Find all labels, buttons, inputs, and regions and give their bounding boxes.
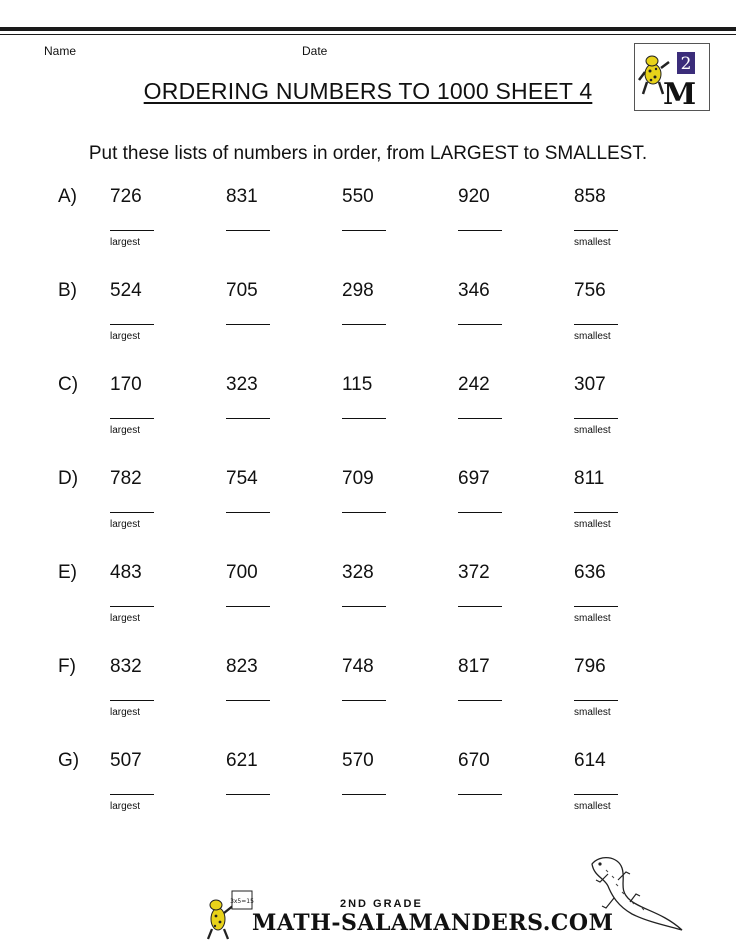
- number-value: 782: [110, 468, 142, 489]
- answer-blank[interactable]: [458, 606, 502, 607]
- number-value: 831: [226, 186, 258, 207]
- answer-blank[interactable]: [342, 700, 386, 701]
- answer-blank[interactable]: [110, 324, 154, 325]
- answer-blank[interactable]: [110, 794, 154, 795]
- number-value: 621: [226, 750, 258, 771]
- smallest-hint: smallest: [574, 519, 611, 530]
- answer-blank[interactable]: [458, 512, 502, 513]
- problem-label: E): [58, 562, 77, 583]
- number-value: 754: [226, 468, 258, 489]
- date-label: Date: [302, 44, 328, 58]
- answer-blank[interactable]: [574, 230, 618, 231]
- smallest-hint: smallest: [574, 425, 611, 436]
- smallest-hint: smallest: [574, 237, 611, 248]
- problem-row: [0, 656, 736, 750]
- number-value: 756: [574, 280, 606, 301]
- answer-blank[interactable]: [458, 700, 502, 701]
- answer-blank[interactable]: [110, 700, 154, 701]
- answer-blank[interactable]: [110, 512, 154, 513]
- number-value: 570: [342, 750, 374, 771]
- title-text: ORDERING NUMBERS TO 1000 SHEET 4: [143, 78, 593, 104]
- number-value: 323: [226, 374, 258, 395]
- largest-hint: largest: [110, 425, 141, 436]
- svg-text:M: M: [663, 77, 697, 110]
- answer-blank[interactable]: [342, 324, 386, 325]
- answer-blank[interactable]: [226, 230, 270, 231]
- problem-row: [0, 468, 736, 562]
- answer-blank[interactable]: [574, 700, 618, 701]
- answer-blank[interactable]: [574, 418, 618, 419]
- number-value: 328: [342, 562, 374, 583]
- answer-blank[interactable]: [226, 512, 270, 513]
- problem-label: D): [58, 468, 79, 489]
- problem-label: G): [58, 750, 80, 771]
- number-value: 817: [458, 656, 490, 677]
- smallest-hint: smallest: [574, 707, 611, 718]
- footer-site: MATH-SALAMANDERS.COM: [252, 910, 614, 936]
- problem-row: [0, 750, 736, 844]
- number-value: 796: [574, 656, 606, 677]
- number-value: 307: [574, 374, 606, 395]
- number-value: 483: [110, 562, 142, 583]
- problem-label: A): [58, 186, 77, 207]
- problem-row: [0, 186, 736, 280]
- largest-hint: largest: [110, 707, 141, 718]
- number-value: 697: [458, 468, 490, 489]
- answer-blank[interactable]: [342, 606, 386, 607]
- smallest-hint: smallest: [574, 801, 611, 812]
- problem-row: [0, 280, 736, 374]
- name-label: Name: [44, 44, 77, 58]
- number-value: 709: [342, 468, 374, 489]
- number-value: 242: [458, 374, 490, 395]
- answer-blank[interactable]: [342, 230, 386, 231]
- largest-hint: largest: [110, 331, 141, 342]
- answer-blank[interactable]: [342, 418, 386, 419]
- largest-hint: largest: [110, 519, 141, 530]
- answer-blank[interactable]: [226, 606, 270, 607]
- answer-blank[interactable]: [458, 794, 502, 795]
- number-value: 811: [574, 468, 605, 489]
- answer-blank[interactable]: [458, 324, 502, 325]
- problem-label: C): [58, 374, 79, 395]
- svg-text:3x5=15: 3x5=15: [230, 898, 254, 905]
- largest-hint: largest: [110, 801, 141, 812]
- number-value: 670: [458, 750, 490, 771]
- header-rule-thin: [0, 34, 736, 35]
- answer-blank[interactable]: [342, 512, 386, 513]
- number-value: 823: [226, 656, 258, 677]
- number-value: 636: [574, 562, 606, 583]
- header-rule: [0, 27, 736, 31]
- worksheet-title: [0, 78, 736, 105]
- answer-blank[interactable]: [574, 512, 618, 513]
- number-value: 372: [458, 562, 490, 583]
- problem-label: F): [58, 656, 76, 677]
- number-value: 700: [226, 562, 258, 583]
- largest-hint: largest: [110, 237, 141, 248]
- number-value: 832: [110, 656, 142, 677]
- problem-row: [0, 374, 736, 468]
- smallest-hint: smallest: [574, 613, 611, 624]
- smallest-hint: smallest: [574, 331, 611, 342]
- instructions: Put these lists of numbers in order, from LARGEST to SMALLEST.: [88, 143, 648, 164]
- number-value: 920: [458, 186, 490, 207]
- problem-label: B): [58, 280, 77, 301]
- number-value: 115: [342, 374, 373, 395]
- number-value: 550: [342, 186, 374, 207]
- answer-blank[interactable]: [226, 794, 270, 795]
- answer-blank[interactable]: [226, 700, 270, 701]
- number-value: 170: [110, 374, 142, 395]
- answer-blank[interactable]: [574, 606, 618, 607]
- answer-blank[interactable]: [226, 324, 270, 325]
- problem-row: [0, 562, 736, 656]
- number-value: 346: [458, 280, 490, 301]
- answer-blank[interactable]: [110, 418, 154, 419]
- svg-text:2: 2: [680, 54, 692, 74]
- number-value: 705: [226, 280, 258, 301]
- footer-grade: 2ND GRADE: [340, 898, 423, 910]
- answer-blank[interactable]: [342, 794, 386, 795]
- answer-blank[interactable]: [574, 324, 618, 325]
- answer-blank[interactable]: [574, 794, 618, 795]
- footer-salamander-logo: [200, 885, 256, 941]
- number-value: 507: [110, 750, 142, 771]
- answer-blank[interactable]: [110, 606, 154, 607]
- number-value: 726: [110, 186, 142, 207]
- number-value: 858: [574, 186, 606, 207]
- answer-blank[interactable]: [226, 418, 270, 419]
- number-value: 298: [342, 280, 374, 301]
- number-value: 614: [574, 750, 606, 771]
- answer-blank[interactable]: [110, 230, 154, 231]
- answer-blank[interactable]: [458, 230, 502, 231]
- number-value: 524: [110, 280, 142, 301]
- answer-blank[interactable]: [458, 418, 502, 419]
- number-value: 748: [342, 656, 374, 677]
- largest-hint: largest: [110, 613, 141, 624]
